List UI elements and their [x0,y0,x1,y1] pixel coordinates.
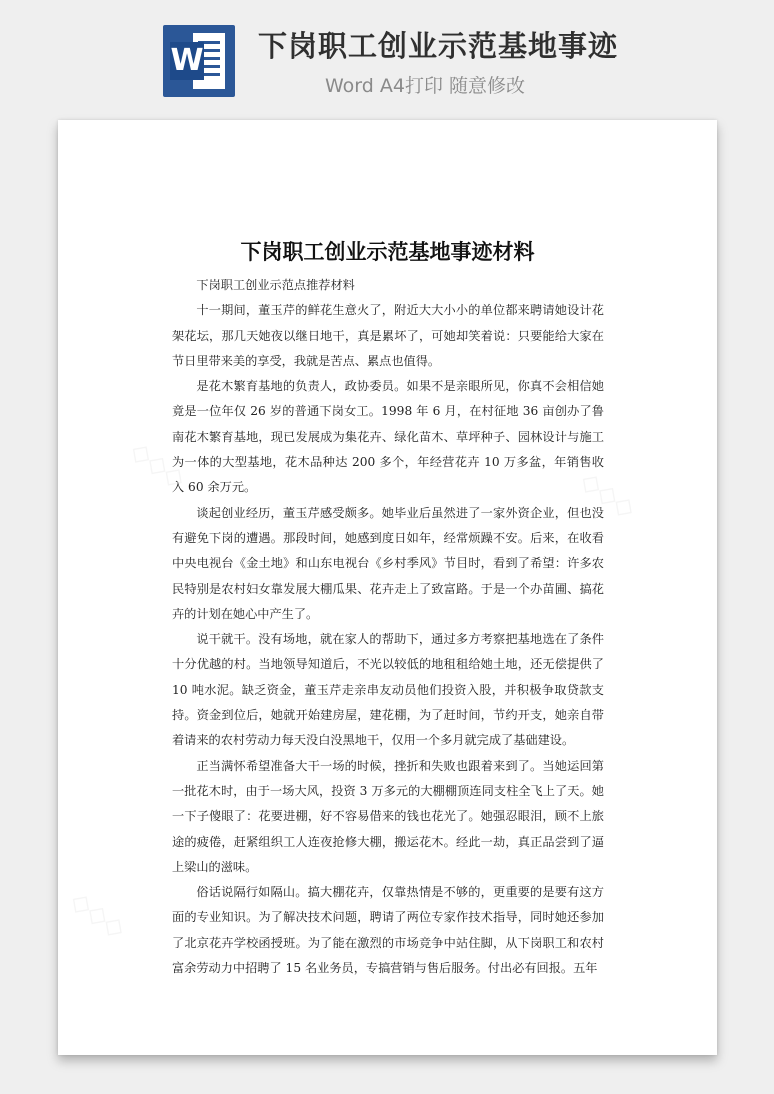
paragraph: 谈起创业经历，董玉芹感受颇多。她毕业后虽然进了一家外资企业，但也没有避免下岗的遭遇。那段时间，她感到度日如年，经常烦躁不安。后来，在收看中央电视台《金土地》和山东电视台《乡村季风》节目时，看到了希望：许多农民特别是农村妇女靠发展大棚瓜果、花卉走上了致富路。于是一个办苗圃、搞花卉的计划在她心中产生了。 [172,505,604,621]
watermark: ◇◇◇ [124,435,192,495]
paragraph: 下岗职工创业示范点推荐材料 [196,278,355,292]
banner-subtitle: Word A4打印 随意修改 [325,75,526,97]
document-title: 下岗职工创业示范基地事迹材料 [240,239,535,264]
watermark: ◇◇◇ [574,465,642,525]
paragraph: 说干就干。没有场地，就在家人的帮助下，通过多方考察把基地选在了条件十分优越的村。当地领导知道后，不光以较低的地租租给她土地，还无偿提供了 10 吨水泥。缺乏资金，董玉芹走亲串友动员他们投资入股，并积极争取贷款支持。资金到位后，她就开始建房屋，建花棚，为了赶时间，节约开支，她亲自带着请来的农村劳动力每天没白没黑地干，仅用一个多月就完成了基础建设。 [172,632,604,748]
watermark: ◇◇◇ [64,885,132,945]
banner-title: 下岗职工创业示范基地事迹 [258,29,619,63]
paragraph: 正当满怀希望准备大干一场的时候，挫折和失败也跟着来到了。当她运回第一批花木时，由于一场大风，投资 3 万多元的大棚棚顶连同支柱全飞上了天。她一下子傻眼了：花要进棚，好不容易借来的钱也花光了。她强忍眼泪，顾不上旅途的疲倦，赶紧组织工人连夜抢修大棚，搬运花木。经此一劫，真正品尝到了逼上梁山的滋味。 [172,758,604,874]
paragraph: 俗话说隔行如隔山。搞大棚花卉，仅靠热情是不够的，更重要的是要有这方面的专业知识。为了解决技术问题，聘请了两位专家作技术指导，同时她还参加了北京花卉学校函授班。为了能在激烈的市场竞争中站住脚，从下岗职工和农村富余劳动力中招聘了 15 名业务员，专搞营销与售后服务。付出必有回报。五年 [172,885,604,976]
paragraph: 是花木繁育基地的负责人，政协委员。如果不是亲眼所见，你真不会相信她竟是一位年仅 26 岁的普通下岗女工。1998 年 6 月，在村征地 36 亩创办了鲁南花木繁育基地，现已发展成为集花卉、绿化苗木、草坪种子、园林设计与施工为一体的大型基地，花木品种达 200 多个，年经营花卉 10 万多盆，年销售收入 60 余万元。 [172,379,604,495]
paragraph: 十一期间，董玉芹的鲜花生意火了，附近大大小小的单位都来聘请她设计花架花坛，那几天她夜以继日地干，真是累坏了，可她却笑着说：只要能给大家在节日里带来美的享受，我就是苦点、累点也值得。 [172,303,604,368]
word-doc-icon [163,25,235,97]
word-logo-letter: W [170,43,204,78]
document-body [172,273,604,981]
header-banner [0,0,774,112]
document-page [58,120,717,1055]
